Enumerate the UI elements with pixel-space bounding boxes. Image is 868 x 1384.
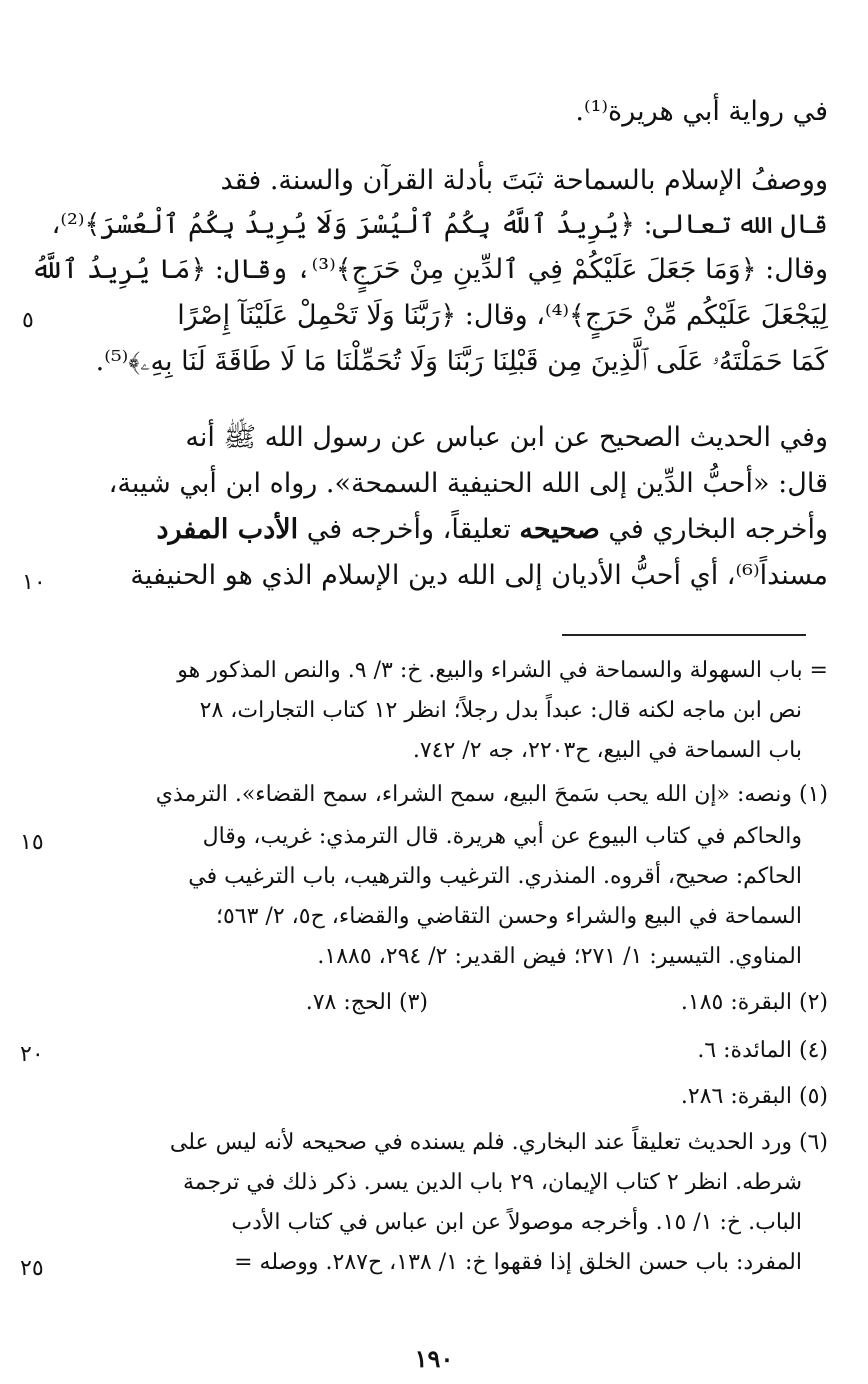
line-number-25: ٢٥ [20, 1256, 44, 1281]
body-line-6: كَمَا حَمَلْتَهُۥ عَلَى ٱلَّذِينَ مِن قَبْلِنَا رَبَّنَا وَلَا تُحَمِّلْنَا مَا لَا طَاقَةَ لَنَا بِهِۦ﴾⁽⁵⁾. [95, 346, 828, 377]
line-number-15: ١٥ [20, 830, 44, 855]
footnote-continuation-line-1: = باب السهولة والسماحة في الشراء والبيع. خ: ٣/ ٩. والنص المذكور هو [177, 658, 828, 683]
body-line-3: قال الله تعالى: ﴿يُرِيدُ ٱللَّهُ بِكُمُ ٱلْيُسْرَ وَلَا يُرِيدُ بِكُمُ ٱلْعُسْرَ﴾⁽²⁾، [51, 209, 828, 240]
footnote-separator [562, 634, 806, 636]
body-line-4: وقال: ﴿وَمَا جَعَلَ عَلَيْكُمْ فِي ٱلدِّينِ مِنْ حَرَجٍ﴾⁽³⁾، وقال: ﴿مَا يُرِيدُ ٱللَّهُ [30, 254, 828, 285]
footnote-1-line-5: المناوي. التيسير: ١/ ٢٧١؛ فيض القدير: ٢/ ٢٩٤، ١٨٨٥. [317, 944, 802, 969]
footnote-2: (٢) البقرة: ١٨٥. [680, 990, 828, 1015]
book-title-sahih: صحيحه [519, 514, 600, 545]
body-line-7: وفي الحديث الصحيح عن ابن عباس عن رسول الله ﷺ أنه [185, 422, 828, 453]
footnote-1-line-2: والحاكم في كتاب البيوع عن أبي هريرة. قال الترمذي: غريب، وقال [202, 824, 802, 849]
body-line-8: قال: «أحبُّ الدِّين إلى الله الحنيفية السمحة». رواه ابن أبي شيبة، [108, 468, 828, 499]
footnote-3: (٣) الحج: ٧٨. [305, 990, 428, 1015]
footnote-5: (٥) البقرة: ٢٨٦. [680, 1084, 828, 1109]
footnote-6-line-3: الباب. خ: ١/ ١٥. وأخرجه موصولاً عن ابن عباس في كتاب الأدب [231, 1210, 802, 1235]
page-number: ١٩٠ [414, 1344, 454, 1373]
footnote-1-line-1: (١) ونصه: «إن الله يحب سَمحَ البيع، سمح الشراء، سمح القضاء». الترمذي [155, 782, 828, 807]
book-title-adab: الأدب المفرد [156, 514, 299, 545]
footnote-1-line-3: الحاكم: صحيح، أقروه. المنذري. الترغيب والترهيب، باب الترغيب في [188, 864, 802, 889]
body-line-10: مسنداً⁽⁶⁾، أي أحبُّ الأديان إلى الله دين الإسلام الذي هو الحنيفية [130, 560, 828, 591]
body-line-5: لِيَجْعَلَ عَلَيْكُم مِّنْ حَرَجٍ﴾⁽⁴⁾، وقال: ﴿رَبَّنَا وَلَا تَحْمِلْ عَلَيْنَآ إِصْرًا [177, 300, 828, 331]
footnote-1-line-4: السماحة في البيع والشراء وحسن التقاضي والقضاء، ح٥، ٢/ ٥٦٣؛ [215, 904, 802, 929]
line-number-20: ٢٠ [20, 1042, 44, 1067]
footnote-6-line-1: (٦) ورد الحديث تعليقاً عند البخاري. فلم يسنده في صحيحه لأنه ليس على [169, 1130, 828, 1155]
line-number-10: ١٠ [22, 570, 46, 595]
body-line-1: في رواية أبي هريرة⁽¹⁾. [575, 96, 828, 127]
footnote-6-line-4: المفرد: باب حسن الخلق إذا فقهوا خ: ١/ ١٣٨، ح٢٨٧. ووصله = [234, 1250, 802, 1275]
footnote-continuation-line-3: باب السماحة في البيع، ح٢٢٠٣، جه ٢/ ٧٤٢. [412, 738, 802, 763]
line-number-5: ٥ [22, 308, 34, 333]
body-line-2: ووصفُ الإسلام بالسماحة ثبَتَ بأدلة القرآن والسنة. فقد [220, 165, 828, 196]
footnote-6-line-2: شرطه. انظر ٢ كتاب الإيمان، ٢٩ باب الدين يسر. ذكر ذلك في ترجمة [182, 1170, 802, 1195]
footnote-continuation-line-2: نص ابن ماجه لكنه قال: عبداً بدل رجلاً؛ انظر ١٢ كتاب التجارات، ٢٨ [199, 698, 802, 723]
body-line-9: وأخرجه البخاري في صحيحه تعليقاً، وأخرجه في الأدب المفرد [156, 514, 828, 545]
footnote-4: (٤) المائدة: ٦. [697, 1038, 828, 1063]
